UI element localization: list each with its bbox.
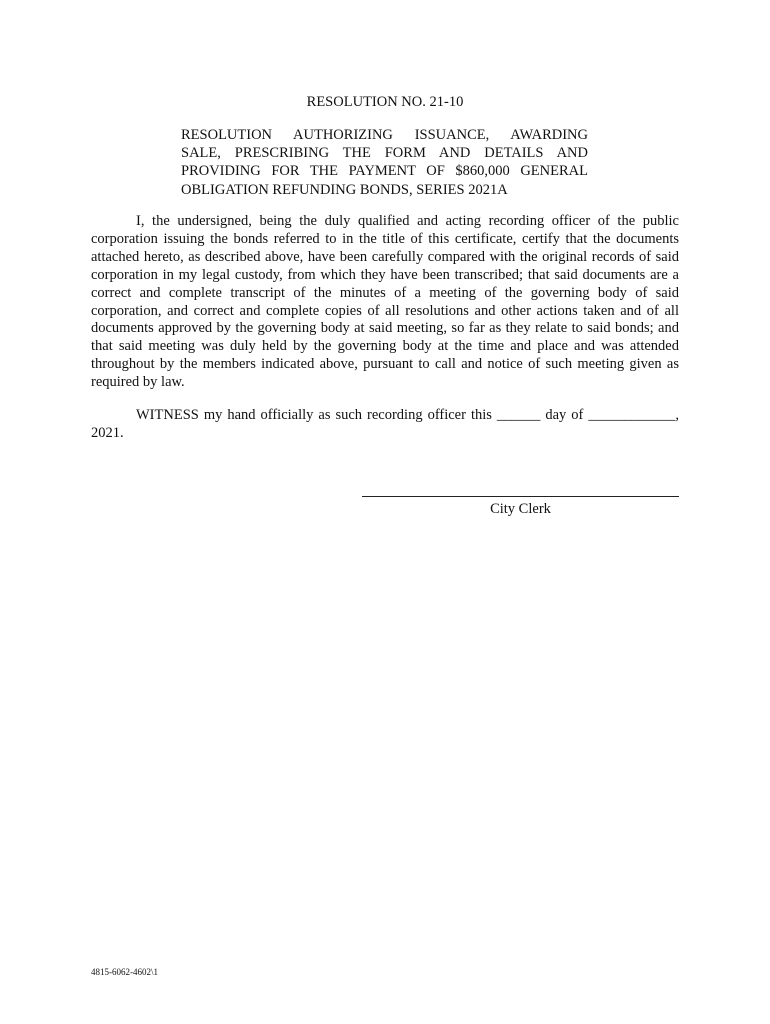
title-line: PROVIDING FOR THE PAYMENT OF $860,000 GENERAL: [181, 163, 588, 180]
title-line: SALE, PRESCRIBING THE FORM AND DETAILS AND: [181, 145, 588, 162]
resolution-number: RESOLUTION NO. 21-10: [306, 94, 464, 110]
witness-paragraph: WITNESS my hand officially as such recording officer this ______ day of ____________, 2021.: [91, 407, 679, 441]
document-id: 4815-6062-4602\1: [91, 967, 158, 977]
signature-line: [362, 496, 679, 497]
title-line: OBLIGATION REFUNDING BONDS, SERIES 2021A: [181, 181, 508, 198]
signature-label: City Clerk: [490, 501, 551, 517]
title-line: RESOLUTION AUTHORIZING ISSUANCE, AWARDING: [181, 127, 588, 143]
resolution-title: [181, 126, 588, 199]
certification-paragraph: I, the undersigned, being the duly qualified and acting recording officer of the public corporation issuing the bonds referred to in the title of this certificate, certify that the documents attached hereto, as described above, have been carefully compared with the original records of said corporation in my legal custody, from which they have been transcribed; that said documents are a correct and complete transcript of the minutes of a meeting of the governing body of said corporation, and correct and complete copies of all resolutions and other actions taken and of all documents approved by the governing body at said meeting, so far as they relate to said bonds; and that said meeting was duly held by the governing body at the time and place and was attended throughout by the members indicated above, pursuant to call and notice of such meeting given as required by law.: [91, 213, 679, 391]
